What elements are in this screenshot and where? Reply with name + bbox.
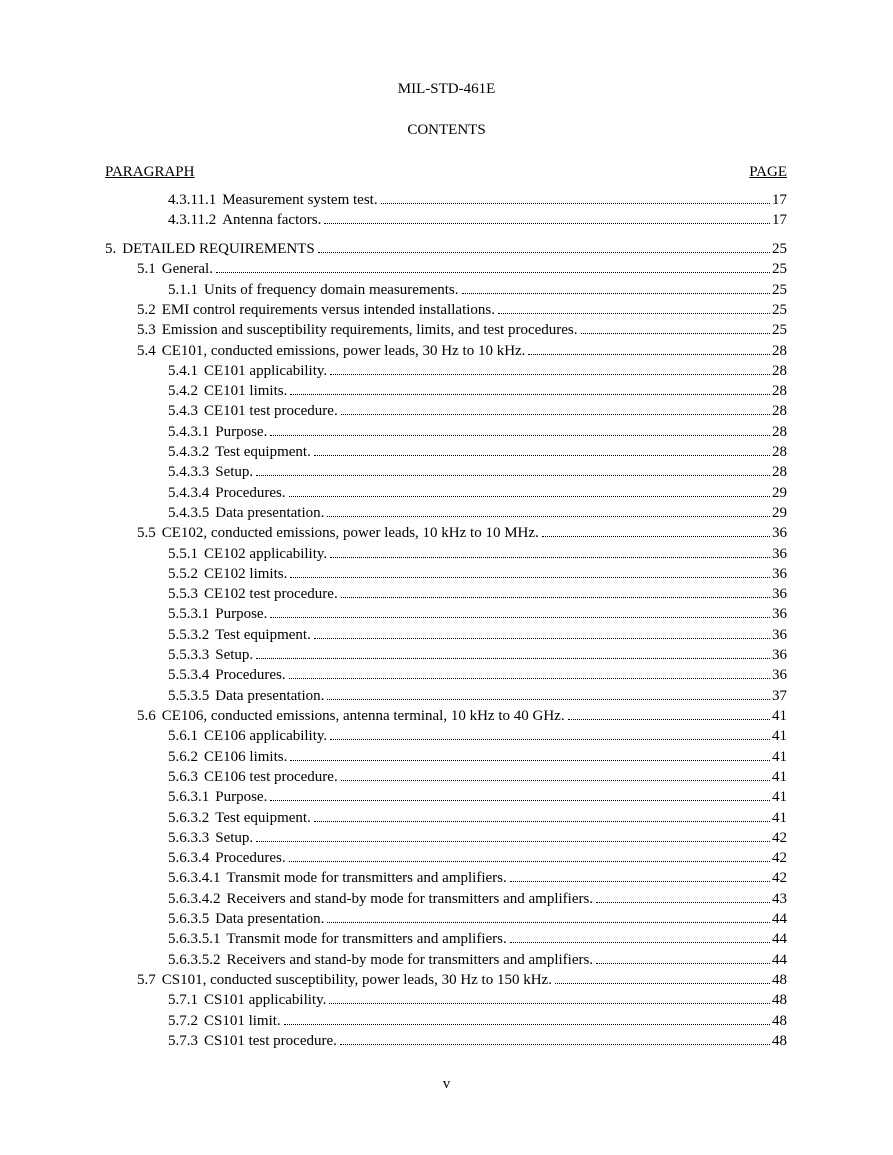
toc-entry-number: 5.5.3.1 [168,606,210,622]
toc-dot-leader [568,705,770,720]
toc-entry [168,482,787,502]
toc-entry-title: CE106 test procedure. [204,769,338,785]
toc-entry-page: 28 [772,403,787,419]
toc-entry-title: DETAILED REQUIREMENTS [122,241,315,257]
toc-dot-leader [290,380,770,395]
toc-entry-number: 5.5.2 [168,566,198,582]
toc-entry-title: CE102 test procedure. [204,586,338,602]
toc-entry-number: 5.1.1 [168,282,198,298]
contents-title: CONTENTS [407,122,486,138]
toc-entry-number: 5.6.3.4.1 [168,870,221,886]
toc-entry-page: 42 [772,870,787,886]
toc-entry-title: CE106, conducted emissions, antenna terminal, 10 kHz to 40 GHz. [161,708,565,724]
toc-entry-number: 5.6.2 [168,749,198,765]
toc-entry-title: Receivers and stand-by mode for transmitters and amplifiers. [226,891,594,907]
toc-entry-number: 5.5.3.5 [168,688,210,704]
toc-entry-title: CE106 applicability. [204,728,328,744]
toc-entry-title: Procedures. [215,850,286,866]
toc-dot-leader [289,482,770,497]
toc-entry-page: 36 [772,546,787,562]
toc-entry-title: Receivers and stand-by mode for transmitters and amplifiers. [226,952,594,968]
toc-entry-page: 41 [772,769,787,785]
toc-entry-number: 5.7.1 [168,992,198,1008]
toc-entry [168,502,787,522]
toc-entry-page: 41 [772,708,787,724]
toc-entry-title: Test equipment. [215,810,311,826]
toc-entry-number: 5.5 [137,525,156,541]
toc-entry-page: 37 [772,688,787,704]
toc-entry-page: 28 [772,363,787,379]
toc-entry-title: Purpose. [215,606,268,622]
toc-entry-page: 25 [772,241,787,257]
toc-entry-number: 5.1 [137,261,156,277]
toc-entry-number: 5.4 [137,343,156,359]
toc-entry [137,258,787,278]
toc-entry [168,360,787,380]
toc-entry-page: 42 [772,830,787,846]
toc-entry-number: 5.4.1 [168,363,198,379]
toc-dot-leader [289,847,770,862]
toc-entry-title: CS101 test procedure. [204,1033,337,1049]
toc-entry [137,522,787,542]
toc-entry [168,400,787,420]
toc-dot-leader [462,279,770,294]
toc-entry [168,624,787,644]
toc-entry-title: Transmit mode for transmitters and amplifiers. [226,931,507,947]
toc-entry-page: 29 [772,505,787,521]
toc-entry-title: Test equipment. [215,627,311,643]
toc-entry-page: 36 [772,566,787,582]
toc-entry [168,949,787,969]
toc-entry-page: 43 [772,891,787,907]
toc-entry-page: 44 [772,911,787,927]
toc-entry-title: Measurement system test. [222,192,378,208]
document-id: MIL-STD-461E [397,81,496,97]
toc-entry-page: 48 [772,992,787,1008]
toc-dot-leader [327,685,770,700]
toc-entry-page: 25 [772,261,787,277]
toc-entry-title: CE101 applicability. [204,363,328,379]
toc-entry [168,746,787,766]
toc-entry [105,238,787,258]
toc-entry-title: CE102 applicability. [204,546,328,562]
toc-entry-page: 28 [772,464,787,480]
toc-entry [168,664,787,684]
toc-dot-leader [596,888,770,903]
toc-dot-leader [341,583,770,598]
toc-entry-number: 5.3 [137,322,156,338]
toc-entry [137,340,787,360]
toc-entry [168,583,787,603]
toc-entry [168,279,787,299]
toc-entry [168,644,787,664]
toc-entry-number: 4.3.11.1 [168,192,217,208]
toc-entry-number: 5.5.3.4 [168,667,210,683]
toc-entry-title: Purpose. [215,789,268,805]
toc-entry-title: Procedures. [215,667,286,683]
toc-entry-number: 5.6.3.5.1 [168,931,221,947]
toc-entry-title: Data presentation. [215,688,325,704]
toc-dot-leader [596,949,770,964]
toc-dot-leader [324,209,770,224]
toc-entry-title: Setup. [215,647,254,663]
toc-entry [168,189,787,209]
toc-dot-leader [256,827,770,842]
toc-entry-number: 5.4.3.1 [168,424,210,440]
toc-entry-page: 28 [772,444,787,460]
toc-entry-page: 42 [772,850,787,866]
toc-entry [137,705,787,725]
toc-dot-leader [341,400,770,415]
toc-entry-title: CE102 limits. [204,566,288,582]
toc-dot-leader [340,1030,770,1045]
toc-entry-number: 5.7.2 [168,1013,198,1029]
toc-entry-number: 5.6.3.3 [168,830,210,846]
toc-entry-number: 5.6.3.1 [168,789,210,805]
toc-dot-leader [498,299,770,314]
toc-dot-leader [510,867,770,882]
toc-dot-leader [289,664,770,679]
toc-dot-leader [256,644,770,659]
toc-entry-title: Test equipment. [215,444,311,460]
toc-entry [168,888,787,908]
toc-dot-leader [542,522,770,537]
toc-dot-leader [256,461,770,476]
page-column-label: PAGE [749,164,787,180]
toc-entry-page: 36 [772,606,787,622]
toc-entry-number: 5.7.3 [168,1033,198,1049]
toc-entry-page: 36 [772,586,787,602]
toc-entry-page: 48 [772,972,787,988]
toc-dot-leader [290,746,770,761]
toc-entry-page: 29 [772,485,787,501]
page-number: v [442,1076,451,1092]
toc-entry-title: Procedures. [215,485,286,501]
toc-entry [168,421,787,441]
toc-entry-title: CE102, conducted emissions, power leads, 10 kHz to 10 MHz. [161,525,539,541]
toc-entry [168,867,787,887]
toc-entry [137,299,787,319]
toc-entry [168,807,787,827]
toc-entry-page: 48 [772,1013,787,1029]
toc-dot-leader [329,989,770,1004]
toc-entry-page: 36 [772,525,787,541]
toc-entry-title: Data presentation. [215,505,325,521]
toc-entry-number: 5.6.1 [168,728,198,744]
toc-entry-number: 5.5.3 [168,586,198,602]
toc-dot-leader [510,928,770,943]
toc-dot-leader [330,543,770,558]
toc-entry-page: 36 [772,627,787,643]
toc-entry-title: CE106 limits. [204,749,288,765]
toc-dot-leader [284,1010,770,1025]
toc-dot-leader [528,340,770,355]
toc-entry-number: 5. [105,241,117,257]
toc-entry-page: 28 [772,383,787,399]
toc-dot-leader [270,786,770,801]
toc-dot-leader [318,238,770,253]
toc-entry [168,928,787,948]
toc-entry-page: 44 [772,952,787,968]
toc-entry-title: Emission and susceptibility requirements, limits, and test procedures. [161,322,578,338]
toc-entry-page: 41 [772,810,787,826]
toc-entry-page: 41 [772,789,787,805]
toc-entry-page: 28 [772,424,787,440]
toc-entry-page: 25 [772,302,787,318]
toc-entry-title: CS101 limit. [204,1013,281,1029]
toc-entry [168,543,787,563]
toc-entry [168,1030,787,1050]
toc-dot-leader [314,807,770,822]
toc-dot-leader [314,624,770,639]
toc-dot-leader [327,502,770,517]
toc-dot-leader [330,360,770,375]
toc-entry-number: 5.7 [137,972,156,988]
toc-entry-page: 36 [772,647,787,663]
toc-entry-number: 4.3.11.2 [168,212,217,228]
toc-entry-page: 41 [772,749,787,765]
toc-entry [168,908,787,928]
toc-dot-leader [381,189,770,204]
toc-entry-number: 5.6.3.5 [168,911,210,927]
toc-entry [168,441,787,461]
toc-entry-title: CE101, conducted emissions, power leads, 30 Hz to 10 kHz. [161,343,526,359]
toc-dot-leader [290,563,770,578]
toc-entry-page: 41 [772,728,787,744]
toc-entry-title: Units of frequency domain measurements. [204,282,459,298]
toc-entry-number: 5.6.3.4 [168,850,210,866]
toc-entry-title: Transmit mode for transmitters and amplifiers. [226,870,507,886]
toc-entry-number: 5.6.3.5.2 [168,952,221,968]
toc-entry-title: Purpose. [215,424,268,440]
toc-entry-number: 5.6.3.2 [168,810,210,826]
toc-entry [168,209,787,229]
toc-dot-leader [270,603,770,618]
toc-dot-leader [216,258,770,273]
toc-entry-page: 48 [772,1033,787,1049]
toc-entry-title: EMI control requirements versus intended installations. [161,302,496,318]
toc-entry-title: CS101, conducted susceptibility, power leads, 30 Hz to 150 kHz. [161,972,552,988]
toc-dot-leader [330,725,770,740]
toc-entry-title: CS101 applicability. [204,992,327,1008]
toc-entry-title: CE101 test procedure. [204,403,338,419]
toc-entry [168,563,787,583]
toc-dot-leader [327,908,770,923]
toc-entry [168,685,787,705]
toc-entry-number: 5.5.3.3 [168,647,210,663]
toc-entry-page: 28 [772,343,787,359]
toc-entry-number: 5.2 [137,302,156,318]
toc-entry-number: 5.4.3 [168,403,198,419]
toc-entry-page: 25 [772,282,787,298]
toc-entry-page: 17 [772,212,787,228]
paragraph-column-label: PARAGRAPH [105,164,195,180]
toc-entry-number: 5.4.3.3 [168,464,210,480]
toc-entry [168,725,787,745]
toc-entry [137,319,787,339]
toc-entry-number: 5.4.3.5 [168,505,210,521]
toc-entry [168,766,787,786]
toc-entry-title: CE101 limits. [204,383,288,399]
toc-entry-number: 5.4.3.4 [168,485,210,501]
toc-entry-number: 5.6.3.4.2 [168,891,221,907]
toc-entry [168,1010,787,1030]
toc-entry-page: 17 [772,192,787,208]
toc-entry [168,786,787,806]
toc-entry-title: Setup. [215,830,254,846]
toc-dot-leader [341,766,770,781]
toc-entry [168,847,787,867]
toc-entry-title: Setup. [215,464,254,480]
toc-dot-leader [270,421,770,436]
toc-dot-leader [555,969,770,984]
toc-entry-number: 5.6 [137,708,156,724]
toc-entry [168,603,787,623]
toc-dot-leader [581,319,770,334]
toc-entry-number: 5.4.3.2 [168,444,210,460]
toc-entry-number: 5.5.3.2 [168,627,210,643]
toc-entry-title: Antenna factors. [222,212,322,228]
toc-entry-title: Data presentation. [215,911,325,927]
toc-entry-page: 25 [772,322,787,338]
toc-entry-number: 5.6.3 [168,769,198,785]
toc-entry [168,380,787,400]
toc-entry-page: 44 [772,931,787,947]
toc-entry [168,989,787,1009]
toc-dot-leader [314,441,770,456]
toc-entry-number: 5.4.2 [168,383,198,399]
toc-entry [137,969,787,989]
toc-entry-page: 36 [772,667,787,683]
toc-entry-number: 5.5.1 [168,546,198,562]
toc-entry [168,461,787,481]
toc-entry-title: General. [161,261,213,277]
toc-entry [168,827,787,847]
